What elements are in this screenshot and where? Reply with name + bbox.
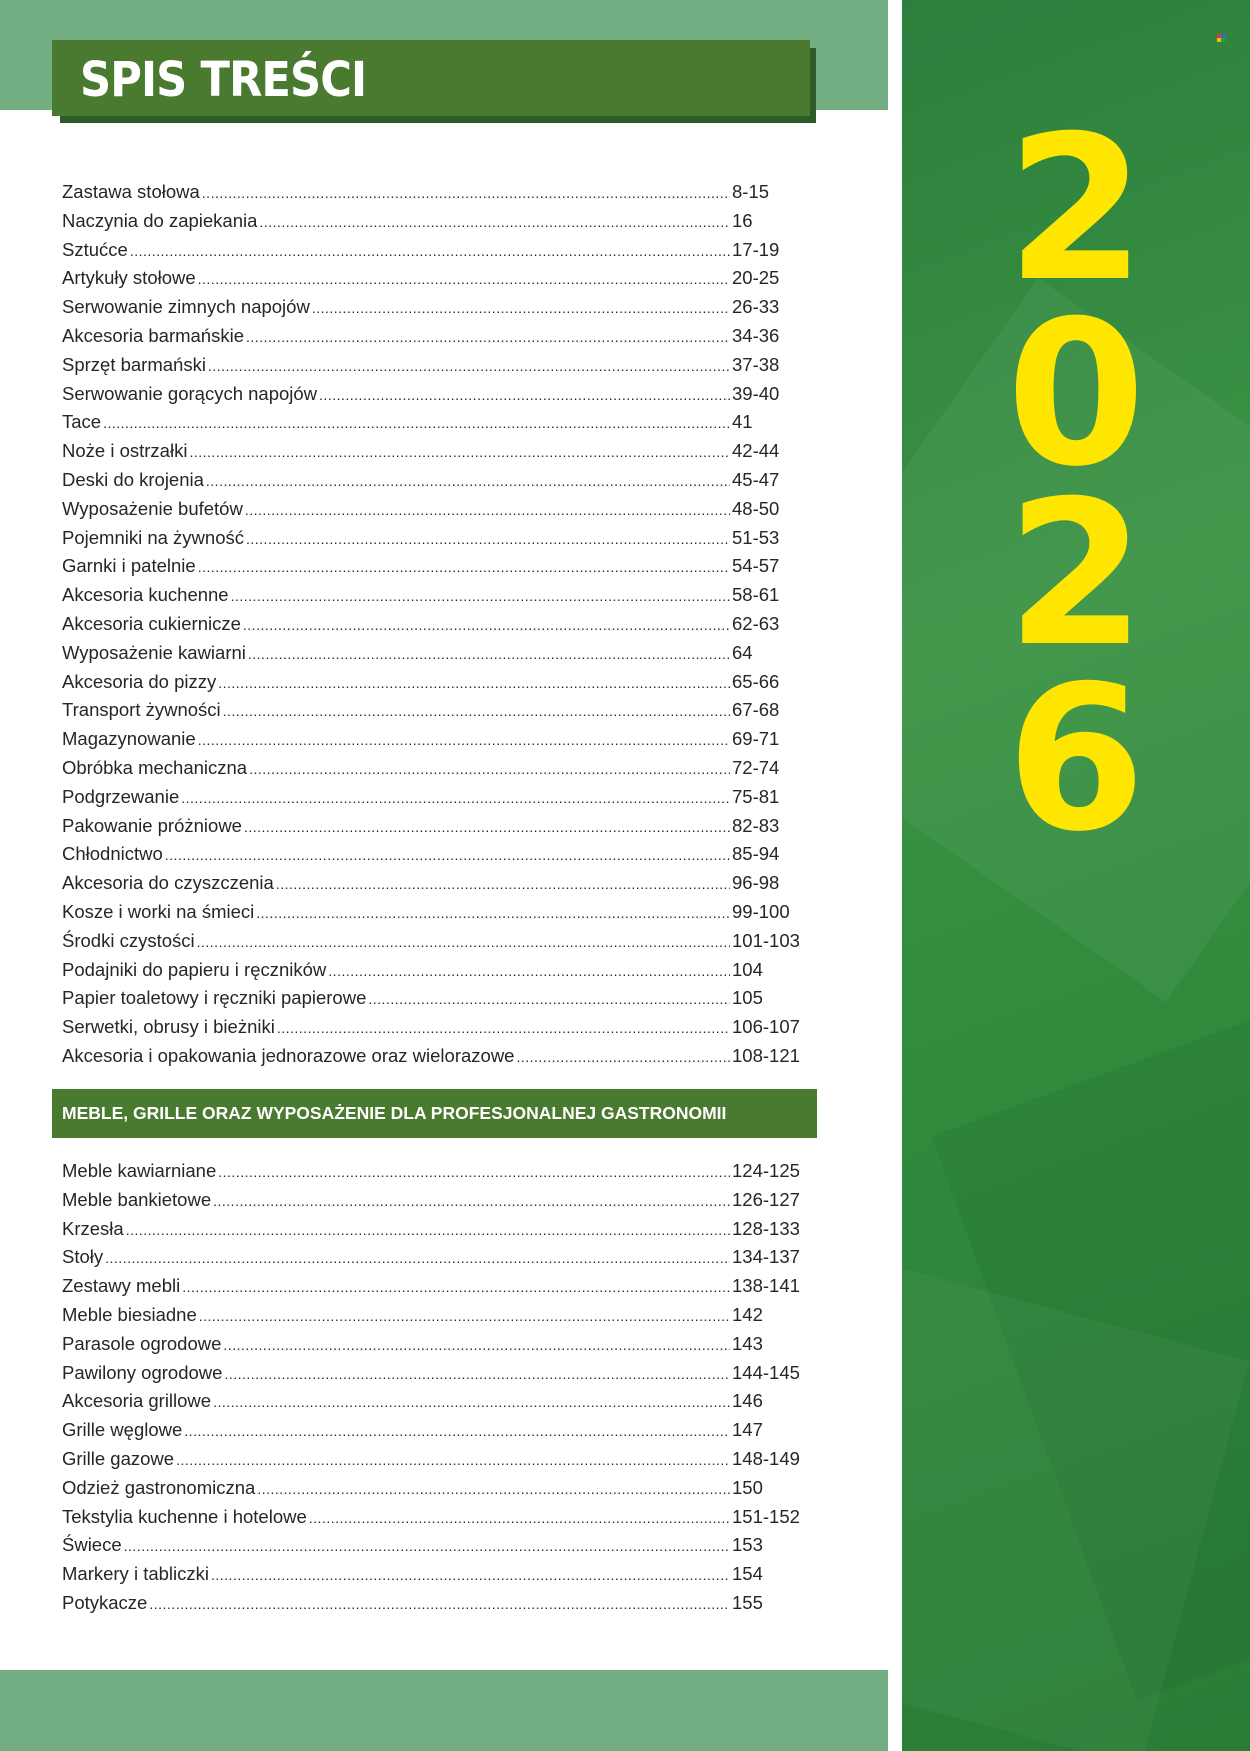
toc-entry[interactable] [62,1272,802,1300]
toc-entry-page: 16 [732,209,753,231]
toc-entry-label: Tace [62,411,102,433]
toc-entry-label: Akcesoria grillowe [62,1390,212,1412]
toc-entry-label: Grille węglowe [62,1419,183,1441]
toc-entry-label: Wyposażenie kawiarni [62,641,246,663]
toc-leader-dots [259,208,730,236]
toc-entry[interactable] [62,1157,802,1185]
toc-entry[interactable] [62,1474,802,1502]
toc-entry-page: 138-141 [732,1275,800,1297]
toc-entry-label: Środki czystości [62,929,195,951]
toc-entry-page: 108-121 [732,1045,800,1066]
toc-entry[interactable] [62,725,802,753]
toc-entry-label: Markery i tabliczki [62,1563,209,1585]
toc-leader-dots [202,179,730,207]
toc-entry[interactable] [62,322,802,350]
toc-leader-dots [257,1475,730,1503]
toc-leader-dots [223,697,730,725]
toc-leader-dots [198,553,730,581]
toc-entry-page: 48-50 [732,497,780,519]
toc-entry[interactable] [62,1215,802,1243]
toc-leader-dots [189,438,730,466]
toc-entry-page: 128-133 [732,1217,800,1239]
toc-entry-page: 17-19 [732,238,780,260]
toc-entry-label: Serwowanie zimnych napojów [62,296,310,318]
toc-entry[interactable] [62,437,802,465]
toc-entry[interactable] [62,581,802,609]
toc-leader-dots [181,784,730,812]
toc-leader-dots [245,496,730,524]
toc-entry-page: 67-68 [732,699,780,721]
toc-leader-dots [243,611,730,639]
toc-entry[interactable] [62,351,802,379]
toc-entry-label: Papier toaletowy i ręczniki papierowe [62,987,367,1009]
toc-leader-dots [211,1561,730,1589]
toc-leader-dots [165,841,730,869]
toc-leader-dots [184,1417,730,1445]
toc-entry-page: 20-25 [732,267,780,289]
toc-entry[interactable] [62,1042,802,1070]
toc-entry-page: 75-81 [732,785,780,807]
toc-entry-label: Meble bankietowe [62,1188,212,1210]
toc-entry[interactable] [62,1186,802,1214]
toc-entry-label: Akcesoria do czyszczenia [62,872,274,894]
toc-entry[interactable] [62,236,802,264]
toc-entry-label: Stoły [62,1246,104,1268]
toc-entry-label: Odzież gastronomiczna [62,1476,256,1498]
title-banner [52,40,810,116]
toc-entry[interactable] [62,1359,802,1387]
year-digit: 6 [1006,643,1146,876]
toc-entry-label: Pakowanie próżniowe [62,814,242,836]
toc-entry-label: Potykacze [62,1592,148,1613]
toc-entry-label: Tekstylia kuchenne i hotelowe [62,1505,307,1527]
toc-entry-label: Meble biesiadne [62,1304,197,1325]
toc-entry[interactable] [62,1301,802,1329]
toc-leader-dots [218,1158,730,1186]
page-title: SPIS TREŚCI [80,52,367,108]
toc-entry[interactable] [62,610,802,638]
toc-leader-dots [208,352,730,380]
toc-entry[interactable] [62,984,802,1012]
toc-entry-label: Grille gazowe [62,1448,175,1469]
toc-entry[interactable] [62,840,802,868]
toc-entry-page: 42-44 [732,440,780,462]
toc-leader-dots [213,1187,730,1215]
toc-entry-page: 72-74 [732,757,780,778]
toc-entry-page: 8-15 [732,181,770,202]
toc-entry-page: 104 [732,958,763,980]
toc-leader-dots [182,1273,730,1301]
toc-leader-dots [244,813,730,841]
toc-leader-dots [223,1331,730,1359]
year-digit: 2 [1006,93,1146,326]
toc-entry-label: Akcesoria i opakowania jednorazowe oraz wielorazowe [62,1045,515,1066]
toc-leader-dots [276,870,730,898]
toc-leader-dots [103,409,730,437]
toc-leader-dots [246,323,730,351]
toc-entry[interactable] [62,668,802,696]
toc-entry-label: Sprzęt barmański [62,353,206,375]
section-header-bar [52,1089,817,1138]
toc-leader-dots [198,726,730,754]
toc-entry-page: 26-33 [732,296,780,318]
toc-entry-label: Akcesoria kuchenne [62,584,229,606]
toc-entry-label: Krzesła [62,1217,124,1239]
toc-entry-page: 134-137 [732,1246,800,1268]
toc-entry[interactable] [62,1387,802,1415]
toc-entry-page: 153 [732,1534,763,1556]
toc-entry-page: 39-40 [732,382,780,404]
toc-leader-dots [206,467,730,495]
toc-entry[interactable] [62,783,802,811]
toc-entry[interactable] [62,1503,802,1531]
toc-entry-page: 154 [732,1563,763,1585]
toc-entry-page: 143 [732,1332,763,1354]
toc-entry-label: Wyposażenie bufetów [62,497,243,519]
toc-entry[interactable] [62,178,802,206]
toc-entry-page: 105 [732,987,763,1009]
toc-entry-page: 69-71 [732,728,780,750]
toc-entry[interactable] [62,869,802,897]
toc-entry-label: Zastawa stołowa [62,181,200,202]
toc-entry-page: 85-94 [732,843,780,865]
toc-leader-dots [213,1388,730,1416]
toc-entry-page: 34-36 [732,325,780,346]
toc-entry[interactable] [62,293,802,321]
toc-leader-dots [328,957,730,985]
toc-entry-label: Chłodnictwo [62,843,163,865]
toc-leader-dots [198,265,730,293]
toc-entry[interactable] [62,1589,802,1617]
toc-entry-page: 150 [732,1476,763,1498]
toc-leader-dots [224,1360,730,1388]
toc-leader-dots [309,1504,730,1532]
toc-leader-dots [149,1590,730,1618]
toc-entry[interactable] [62,552,802,580]
toc-leader-dots [126,1216,730,1244]
toc-leader-dots [176,1446,730,1474]
toc-entry-page: 64 [732,641,753,663]
toc-leader-dots [231,582,730,610]
toc-entry-label: Akcesoria barmańskie [62,325,244,346]
toc-entry-label: Serwetki, obrusy i bieżniki [62,1016,275,1038]
toc-entry-label: Świece [62,1534,122,1556]
toc-leader-dots [516,1043,730,1071]
toc-entry-label: Kosze i worki na śmieci [62,901,255,922]
bottom-band [0,1670,888,1751]
toc-entry[interactable] [62,495,802,523]
toc-entry-page: 106-107 [732,1016,800,1038]
toc-leader-dots [246,525,730,553]
section-title: MEBLE, GRILLE ORAZ WYPOSAŻENIE DLA PROFESJONALNEJ GASTRONOMII [62,1103,727,1123]
toc-entry[interactable] [62,1445,802,1473]
toc-leader-dots [312,294,730,322]
toc-entry[interactable] [62,408,802,436]
corner-logo-icon [1217,34,1225,42]
toc-entry[interactable] [62,1560,802,1588]
toc-entry-page: 124-125 [732,1160,800,1181]
toc-entry[interactable] [62,696,802,724]
toc-entry-page: 54-57 [732,555,780,577]
toc-leader-dots [197,928,730,956]
toc-entry-page: 58-61 [732,584,780,606]
toc-entry-label: Garnki i patelnie [62,555,196,577]
toc-entry-label: Podajniki do papieru i ręczników [62,958,327,980]
toc-entry-page: 151-152 [732,1505,800,1527]
toc-entry[interactable] [62,1416,802,1444]
toc-entry-label: Zestawy mebli [62,1275,181,1297]
toc-entry-page: 82-83 [732,814,780,836]
toc-entry[interactable] [62,1531,802,1559]
toc-entry-label: Transport żywności [62,699,221,721]
toc-entry-label: Akcesoria cukiernicze [62,613,241,634]
toc-entry-page: 146 [732,1390,763,1412]
toc-entry-page: 101-103 [732,929,800,951]
toc-entry-label: Serwowanie gorących napojów [62,382,318,404]
toc-entry-label: Deski do krojenia [62,469,204,490]
toc-entry-label: Magazynowanie [62,728,196,750]
toc-leader-dots [277,1014,730,1042]
side-panel [902,0,1250,1751]
toc-entry-label: Akcesoria do pizzy [62,670,217,692]
toc-entry-page: 155 [732,1592,763,1613]
toc-entry-page: 148-149 [732,1448,800,1469]
toc-entry[interactable] [62,1243,802,1271]
toc-entry[interactable] [62,956,802,984]
toc-leader-dots [248,640,730,668]
toc-entry-label: Sztućce [62,238,128,260]
toc-entry[interactable] [62,639,802,667]
toc-entry-label: Parasole ogrodowe [62,1332,222,1354]
toc-entry[interactable] [62,1013,802,1041]
toc-entry-page: 51-53 [732,526,780,548]
toc-entry-page: 144-145 [732,1361,800,1383]
toc-leader-dots [218,669,730,697]
toc-leader-dots [124,1532,730,1560]
toc-entry[interactable] [62,927,802,955]
toc-leader-dots [199,1302,730,1330]
toc-entry-page: 41 [732,411,753,433]
toc-entry-page: 62-63 [732,613,780,634]
toc-entry-page: 45-47 [732,469,780,490]
toc-entry[interactable] [62,812,802,840]
toc-entry[interactable] [62,207,802,235]
toc-entry-page: 65-66 [732,670,780,692]
toc-leader-dots [256,899,730,927]
toc-entry-label: Noże i ostrzałki [62,440,188,462]
toc-entry-page: 126-127 [732,1188,800,1210]
toc-entry-label: Obróbka mechaniczna [62,757,248,778]
toc-entry[interactable] [62,380,802,408]
year-digit: 2 [1006,458,1146,691]
toc-leader-dots [368,985,730,1013]
year-digit: 0 [1006,278,1146,511]
toc-leader-dots [130,237,730,265]
toc-entry-label: Naczynia do zapiekania [62,209,258,231]
toc-entry-page: 147 [732,1419,763,1441]
toc-entry-label: Podgrzewanie [62,785,180,807]
toc-leader-dots [105,1244,730,1272]
toc-entry-label: Pawilony ogrodowe [62,1361,223,1383]
toc-entry[interactable] [62,898,802,926]
toc-entry-page: 142 [732,1304,763,1325]
toc-entry[interactable] [62,466,802,494]
toc-leader-dots [249,755,730,783]
toc-entry[interactable] [62,754,802,782]
toc-entry[interactable] [62,264,802,292]
toc-leader-dots [319,381,730,409]
toc-entry-label: Pojemniki na żywność [62,526,244,548]
toc-entry-page: 37-38 [732,353,780,375]
toc-entry[interactable] [62,524,802,552]
toc-entry[interactable] [62,1330,802,1358]
toc-entry-page: 99-100 [732,901,790,922]
toc-entry-label: Artykuły stołowe [62,267,196,289]
toc-entry-label: Meble kawiarniane [62,1160,217,1181]
toc-entry-page: 96-98 [732,872,780,894]
